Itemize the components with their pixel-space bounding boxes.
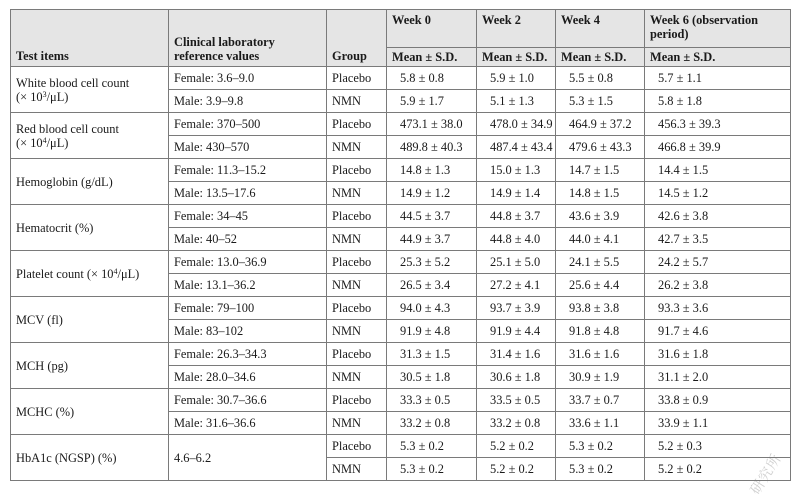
header-reference-values: Clinical laboratory reference values: [169, 10, 327, 67]
mean-sd-w0: 473.1 ± 38.0: [387, 113, 477, 136]
mean-sd-w6: 42.6 ± 3.8: [645, 205, 791, 228]
reference-value-male: Male: 430–570: [169, 136, 327, 159]
unit-prefix: (× 10: [16, 89, 43, 104]
mean-sd-w6: 33.8 ± 0.9: [645, 389, 791, 412]
mean-sd-w0: 33.2 ± 0.8: [387, 412, 477, 435]
mean-sd-w6: 93.3 ± 3.6: [645, 297, 791, 320]
test-item-name: [11, 435, 169, 481]
group-label: Placebo: [327, 113, 387, 136]
mean-sd-w4: 5.3 ± 0.2: [556, 435, 645, 458]
header-week6: Week 6 (observation period): [645, 10, 791, 48]
group-label: NMN: [327, 366, 387, 389]
test-item-name: [11, 389, 169, 435]
mean-sd-w0: 25.3 ± 5.2: [387, 251, 477, 274]
mean-sd-w0: 489.8 ± 40.3: [387, 136, 477, 159]
mean-sd-w2: 93.7 ± 3.9: [477, 297, 556, 320]
mean-sd-w0: 30.5 ± 1.8: [387, 366, 477, 389]
mean-sd-w6: 42.7 ± 3.5: [645, 228, 791, 251]
group-label: Placebo: [327, 205, 387, 228]
mean-sd-w2: 478.0 ± 34.9: [477, 113, 556, 136]
header-stat: Mean ± S.D.: [645, 48, 791, 67]
mean-sd-w6: 14.4 ± 1.5: [645, 159, 791, 182]
test-item-label: Hemoglobin (g/dL): [16, 174, 113, 189]
test-item-name: [11, 113, 169, 159]
mean-sd-w2: 44.8 ± 3.7: [477, 205, 556, 228]
header-group: Group: [327, 10, 387, 67]
group-label: NMN: [327, 274, 387, 297]
mean-sd-w0: 5.9 ± 1.7: [387, 90, 477, 113]
mean-sd-w4: 479.6 ± 43.3: [556, 136, 645, 159]
table-row: [11, 297, 791, 320]
reference-value-male: Male: 31.6–36.6: [169, 412, 327, 435]
group-label: Placebo: [327, 159, 387, 182]
mean-sd-w0: 44.9 ± 3.7: [387, 228, 477, 251]
reference-value-male: Male: 13.5–17.6: [169, 182, 327, 205]
group-label: NMN: [327, 182, 387, 205]
mean-sd-w0: 5.3 ± 0.2: [387, 435, 477, 458]
mean-sd-w2: 91.9 ± 4.4: [477, 320, 556, 343]
reference-value-female: Female: 11.3–15.2: [169, 159, 327, 182]
mean-sd-w2: 30.6 ± 1.8: [477, 366, 556, 389]
mean-sd-w6: 91.7 ± 4.6: [645, 320, 791, 343]
test-item-label: Platelet count (× 10: [16, 266, 114, 281]
test-item-label: Red blood cell count: [16, 121, 119, 136]
mean-sd-w2: 33.2 ± 0.8: [477, 412, 556, 435]
table-row: [11, 67, 791, 90]
reference-value-female: Female: 3.6–9.0: [169, 67, 327, 90]
group-label: Placebo: [327, 343, 387, 366]
unit-suffix: /μL): [46, 89, 69, 104]
mean-sd-w4: 24.1 ± 5.5: [556, 251, 645, 274]
table-row: [11, 113, 791, 136]
mean-sd-w0: 94.0 ± 4.3: [387, 297, 477, 320]
mean-sd-w4: 30.9 ± 1.9: [556, 366, 645, 389]
mean-sd-w2: 31.4 ± 1.6: [477, 343, 556, 366]
group-label: Placebo: [327, 297, 387, 320]
header-week0: Week 0: [387, 10, 477, 48]
test-item-label: White blood cell count: [16, 75, 130, 90]
group-label: Placebo: [327, 389, 387, 412]
group-label: Placebo: [327, 67, 387, 90]
header-stat: Mean ± S.D.: [556, 48, 645, 67]
table-body: [11, 67, 791, 481]
table-row: [11, 389, 791, 412]
mean-sd-w4: 14.8 ± 1.5: [556, 182, 645, 205]
test-item-label: MCH (pg): [16, 358, 68, 373]
unit-suffix: /μL): [117, 266, 140, 281]
mean-sd-w2: 25.1 ± 5.0: [477, 251, 556, 274]
mean-sd-w0: 14.8 ± 1.3: [387, 159, 477, 182]
mean-sd-w6: 456.3 ± 39.3: [645, 113, 791, 136]
reference-value-male: Male: 13.1–36.2: [169, 274, 327, 297]
unit-exponent: 4: [113, 266, 118, 276]
mean-sd-w6: 31.6 ± 1.8: [645, 343, 791, 366]
group-label: Placebo: [327, 435, 387, 458]
header-test-items: Test items: [11, 10, 169, 67]
group-label: NMN: [327, 412, 387, 435]
mean-sd-w4: 5.3 ± 1.5: [556, 90, 645, 113]
mean-sd-w4: 91.8 ± 4.8: [556, 320, 645, 343]
table-row: [11, 159, 791, 182]
test-item-name: [11, 343, 169, 389]
unit-prefix: (× 10: [16, 135, 43, 150]
mean-sd-w4: 33.6 ± 1.1: [556, 412, 645, 435]
reference-value-female: Female: 26.3–34.3: [169, 343, 327, 366]
table-row: [11, 205, 791, 228]
table-row: [11, 343, 791, 366]
test-item-name: [11, 251, 169, 297]
header-stat: Mean ± S.D.: [387, 48, 477, 67]
mean-sd-w4: 5.3 ± 0.2: [556, 458, 645, 481]
mean-sd-w2: 5.2 ± 0.2: [477, 458, 556, 481]
table-header: [11, 10, 791, 67]
mean-sd-w2: 14.9 ± 1.4: [477, 182, 556, 205]
test-item-label: HbA1c (NGSP) (%): [16, 450, 117, 465]
test-item-label: MCHC (%): [16, 404, 75, 419]
mean-sd-w2: 5.1 ± 1.3: [477, 90, 556, 113]
mean-sd-w0: 31.3 ± 1.5: [387, 343, 477, 366]
mean-sd-w6: 31.1 ± 2.0: [645, 366, 791, 389]
mean-sd-w4: 44.0 ± 4.1: [556, 228, 645, 251]
header-week2: Week 2: [477, 10, 556, 48]
group-label: NMN: [327, 90, 387, 113]
mean-sd-w0: 5.8 ± 0.8: [387, 67, 477, 90]
watermark: 研究所: [747, 450, 786, 498]
mean-sd-w0: 5.3 ± 0.2: [387, 458, 477, 481]
mean-sd-w6: 466.8 ± 39.9: [645, 136, 791, 159]
unit-suffix: /μL): [46, 135, 69, 150]
group-label: Placebo: [327, 251, 387, 274]
header-week4: Week 4: [556, 10, 645, 48]
reference-value-female: Female: 13.0–36.9: [169, 251, 327, 274]
mean-sd-w6: 5.8 ± 1.8: [645, 90, 791, 113]
group-label: NMN: [327, 136, 387, 159]
reference-value-female: Female: 30.7–36.6: [169, 389, 327, 412]
mean-sd-w4: 31.6 ± 1.6: [556, 343, 645, 366]
mean-sd-w2: 15.0 ± 1.3: [477, 159, 556, 182]
unit-exponent: 4: [42, 135, 47, 145]
mean-sd-w4: 93.8 ± 3.8: [556, 297, 645, 320]
reference-value-female: Female: 79–100: [169, 297, 327, 320]
mean-sd-w4: 25.6 ± 4.4: [556, 274, 645, 297]
mean-sd-w0: 91.9 ± 4.8: [387, 320, 477, 343]
reference-value: 4.6–6.2: [169, 435, 327, 481]
mean-sd-w4: 43.6 ± 3.9: [556, 205, 645, 228]
group-label: NMN: [327, 228, 387, 251]
mean-sd-w6: 5.2 ± 0.2: [645, 458, 791, 481]
test-item-name: [11, 159, 169, 205]
test-item-label: Hematocrit (%): [16, 220, 94, 235]
mean-sd-w0: 33.3 ± 0.5: [387, 389, 477, 412]
test-item-label: MCV (fl): [16, 312, 63, 327]
mean-sd-w6: 33.9 ± 1.1: [645, 412, 791, 435]
mean-sd-w4: 5.5 ± 0.8: [556, 67, 645, 90]
mean-sd-w2: 5.9 ± 1.0: [477, 67, 556, 90]
test-item-name: [11, 205, 169, 251]
group-label: NMN: [327, 458, 387, 481]
reference-value-female: Female: 34–45: [169, 205, 327, 228]
reference-value-female: Female: 370–500: [169, 113, 327, 136]
table-row: [11, 435, 791, 458]
group-label: NMN: [327, 320, 387, 343]
reference-value-male: Male: 3.9–9.8: [169, 90, 327, 113]
mean-sd-w0: 26.5 ± 3.4: [387, 274, 477, 297]
mean-sd-w2: 27.2 ± 4.1: [477, 274, 556, 297]
mean-sd-w2: 33.5 ± 0.5: [477, 389, 556, 412]
mean-sd-w6: 24.2 ± 5.7: [645, 251, 791, 274]
mean-sd-w4: 14.7 ± 1.5: [556, 159, 645, 182]
unit-exponent: 3: [42, 89, 47, 99]
mean-sd-w0: 44.5 ± 3.7: [387, 205, 477, 228]
table-row: [11, 251, 791, 274]
mean-sd-w6: 5.2 ± 0.3: [645, 435, 791, 458]
mean-sd-w0: 14.9 ± 1.2: [387, 182, 477, 205]
mean-sd-w4: 33.7 ± 0.7: [556, 389, 645, 412]
clinical-lab-table: [10, 9, 791, 481]
mean-sd-w4: 464.9 ± 37.2: [556, 113, 645, 136]
reference-value-male: Male: 28.0–34.6: [169, 366, 327, 389]
mean-sd-w6: 26.2 ± 3.8: [645, 274, 791, 297]
mean-sd-w2: 487.4 ± 43.4: [477, 136, 556, 159]
header-stat: Mean ± S.D.: [477, 48, 556, 67]
mean-sd-w6: 5.7 ± 1.1: [645, 67, 791, 90]
mean-sd-w2: 44.8 ± 4.0: [477, 228, 556, 251]
reference-value-male: Male: 83–102: [169, 320, 327, 343]
test-item-name: [11, 67, 169, 113]
mean-sd-w2: 5.2 ± 0.2: [477, 435, 556, 458]
test-item-name: [11, 297, 169, 343]
reference-value-male: Male: 40–52: [169, 228, 327, 251]
mean-sd-w6: 14.5 ± 1.2: [645, 182, 791, 205]
